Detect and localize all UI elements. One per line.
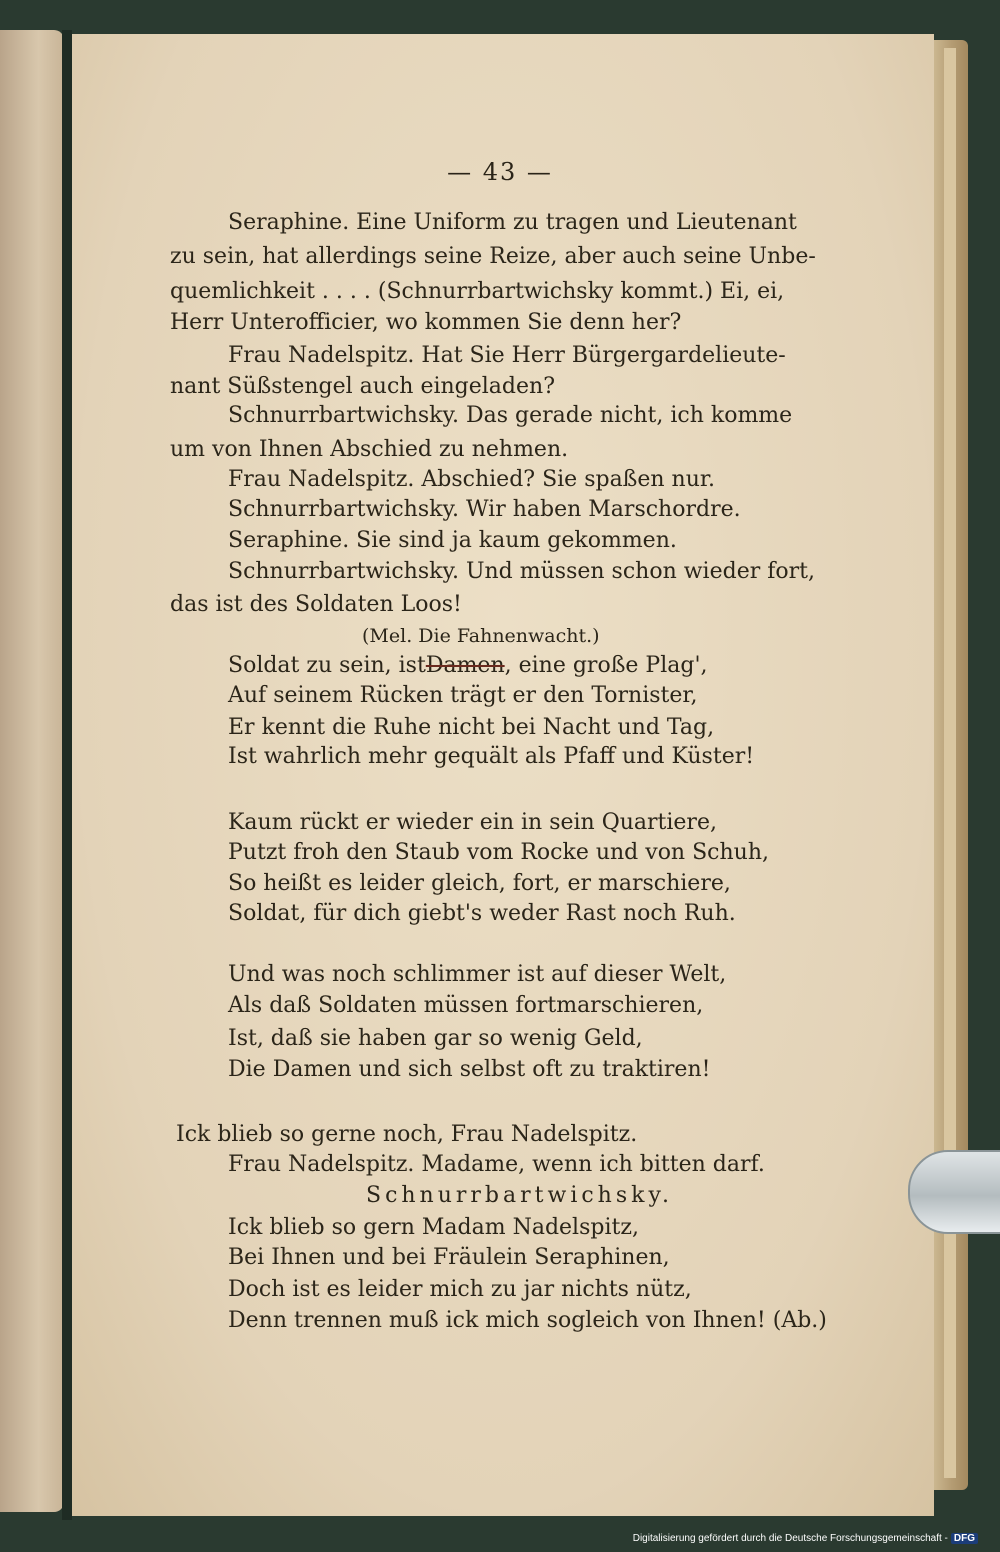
verse-line: Er kennt die Ruhe nicht bei Nacht und Tag, xyxy=(228,715,715,740)
verse-line: Ist wahrlich mehr gequält als Pfaff und Küster! xyxy=(228,744,755,769)
verse-text: , eine große Plag', xyxy=(504,653,708,678)
verse-line: Bei Ihnen und bei Fräulein Seraphinen, xyxy=(228,1245,670,1270)
verse-line: Soldat, für dich giebt's weder Rast noch Ruh. xyxy=(228,901,736,926)
verse-line: Auf seinem Rücken trägt er den Tornister, xyxy=(228,683,698,708)
verse-line: Die Damen und sich selbst oft zu traktiren! xyxy=(228,1057,711,1082)
page-stack-inner xyxy=(944,48,956,1478)
verse-line: Ist, daß sie haben gar so wenig Geld, xyxy=(228,1026,643,1051)
text-line: Schnurrbartwichsky. Und müssen schon wieder fort, xyxy=(228,559,815,584)
verse-line xyxy=(228,653,707,679)
page-number: — 43 — xyxy=(447,158,553,186)
verse-text: Soldat zu sein, ist xyxy=(228,653,426,678)
previous-page-edge xyxy=(0,30,64,1512)
book-spine xyxy=(62,30,72,1520)
text-line: um von Ihnen Abschied zu nehmen. xyxy=(170,437,569,462)
speaker-heading: Schnurrbartwichsky. xyxy=(366,1183,673,1208)
text-line: Schnurrbartwichsky. Das gerade nicht, ich komme xyxy=(228,403,793,428)
handwritten-line: Ick blieb so gerne noch, Frau Nadelspitz. xyxy=(176,1122,638,1147)
page-clip xyxy=(908,1150,1000,1234)
text-line: Seraphine. Eine Uniform zu tragen und Lieutenant xyxy=(228,210,797,235)
verse-line: Doch ist es leider mich zu jar nichts nütz, xyxy=(228,1277,692,1302)
verse-line: Und was noch schlimmer ist auf dieser Welt, xyxy=(228,962,727,987)
dfg-logo: DFG xyxy=(951,1533,978,1544)
text-line: Frau Nadelspitz. Madame, wenn ich bitten darf. xyxy=(228,1152,765,1177)
melody-note: (Mel. Die Fahnenwacht.) xyxy=(362,625,600,647)
verse-line: Putzt froh den Staub vom Rocke und von Schuh, xyxy=(228,840,769,865)
verse-line: Kaum rückt er wieder ein in sein Quartiere, xyxy=(228,810,717,835)
text-line: nant Süßstengel auch eingeladen? xyxy=(170,374,555,399)
struck-word: Damen xyxy=(425,653,505,678)
text-line: Frau Nadelspitz. Hat Sie Herr Bürgergardelieute- xyxy=(228,343,786,368)
text-line: Seraphine. Sie sind ja kaum gekommen. xyxy=(228,528,677,553)
digitization-credit xyxy=(0,1533,978,1544)
text-line: Schnurrbartwichsky. Wir haben Marschordre. xyxy=(228,497,741,522)
text-line: zu sein, hat allerdings seine Reize, aber auch seine Unbe- xyxy=(170,244,816,269)
credit-text: Digitalisierung gefördert durch die Deutsche Forschungsgemeinschaft - xyxy=(632,1533,948,1544)
verse-line: So heißt es leider gleich, fort, er marschiere, xyxy=(228,871,731,896)
text-line: das ist des Soldaten Loos! xyxy=(170,592,462,617)
text-line: Herr Unterofficier, wo kommen Sie denn her? xyxy=(170,310,682,335)
verse-line: Als daß Soldaten müssen fortmarschieren, xyxy=(228,993,704,1018)
verse-line: Ick blieb so gern Madam Nadelspitz, xyxy=(228,1215,639,1240)
verse-line: Denn trennen muß ick mich sogleich von Ihnen! (Ab.) xyxy=(228,1308,827,1333)
text-line: Frau Nadelspitz. Abschied? Sie spaßen nur. xyxy=(228,467,715,492)
text-line: quemlichkeit . . . . (Schnurrbartwichsky kommt.) Ei, ei, xyxy=(170,279,785,304)
